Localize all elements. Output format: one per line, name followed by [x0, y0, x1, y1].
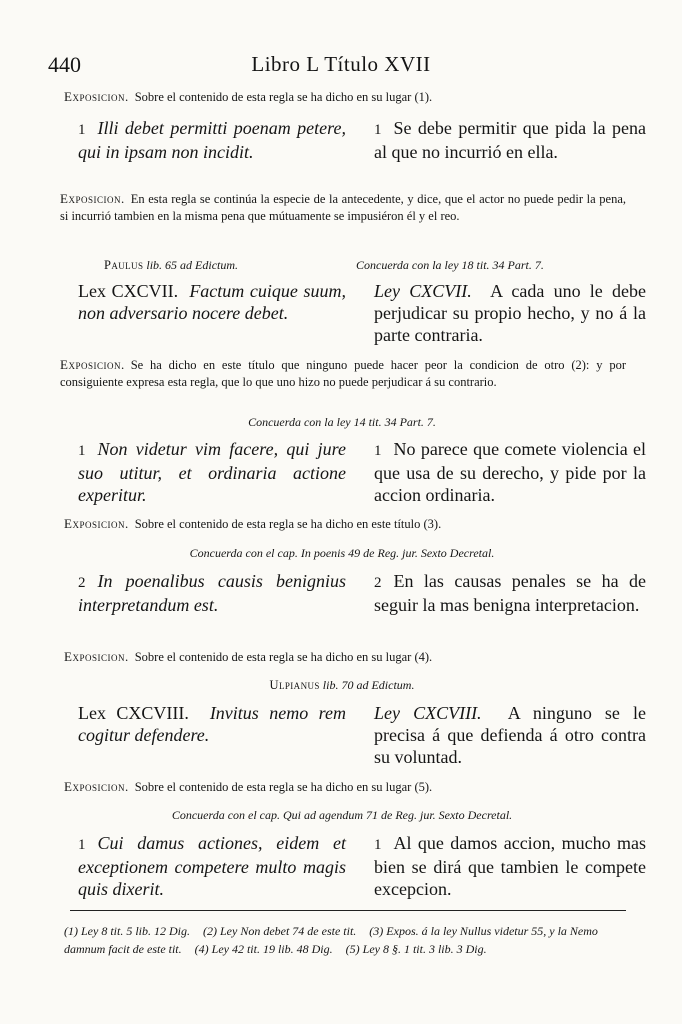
- source-citation: Ulpianus lib. 70 ad Edictum.: [269, 678, 415, 692]
- exposicion-3: [60, 356, 626, 391]
- spanish-text: 1 Se debe permitir que pida la pena al que no incurrió en ella.: [374, 118, 646, 162]
- latin-text: Lex CXCVII. Factum cuique suum, non adversario nocere debet.: [78, 281, 346, 323]
- exposicion-label: Exposicion.: [64, 779, 129, 794]
- exposicion-text: Sobre el contenido de esta regla se ha dicho en este título (3).: [134, 517, 442, 531]
- footnote: (1) Ley 8 tit. 5 lib. 12 Dig.: [64, 924, 190, 938]
- footnote: (5) Ley 8 §. 1 tit. 3 lib. 3 Dig.: [345, 942, 487, 956]
- concordance-citation: Concuerda con la ley 14 tit. 34 Part. 7.: [248, 415, 436, 429]
- footnote-divider: [70, 910, 626, 911]
- exposicion-text: Se ha dicho en este título que ninguno puede hacer peor la condicion de otro (2): y por consiguiente expresa esta regla, que lo que uno hizo no puede perjudicar á su contrario.: [60, 358, 626, 389]
- spanish-text: 1 Al que damos accion, mucho mas bien se dirá que tambien le compete excepcion.: [374, 833, 646, 899]
- concordance-citation: Concuerda con el cap. Qui ad agendum 71 de Reg. jur. Sexto Decretal.: [171, 808, 513, 822]
- exposicion-text: En esta regla se continúa la especie de la antecedente, y dice, que el actor no puede pedir la pena, si incurrió tambien en la misma pena que mútuamente se impusiéron él y el reo.: [60, 192, 626, 223]
- source-citation: Paulus lib. 65 ad Edictum.: [104, 258, 239, 272]
- concordance-citation: Concuerda con el cap. In poenis 49 de Reg. jur. Sexto Decretal.: [189, 546, 495, 560]
- latin-text: 2 In poenalibus causis benignius interpretandum est.: [78, 571, 346, 615]
- exposicion-text: Sobre el contenido de esta regla se ha dicho en su lugar (4).: [134, 650, 433, 664]
- latin-text: 1 Non videtur vim facere, qui jure suo utitur, et ordinaria actione experitur.: [78, 439, 346, 505]
- spanish-text: 1 No parece que comete violencia el que usa de su derecho, y pide por la accion ordinaria.: [374, 439, 646, 505]
- spanish-text: 2 En las causas penales se ha de seguir la mas benigna interpretacion.: [374, 571, 646, 615]
- spanish-text: Ley CXCVII. A cada uno le debe perjudicar su propio hecho, y no á la parte contraria.: [374, 281, 646, 345]
- concordance-citation: Concuerda con la ley 18 tit. 34 Part. 7.: [356, 258, 544, 272]
- exposicion-label: Exposicion.: [60, 191, 125, 206]
- exposicion-text: Sobre el contenido de esta regla se ha dicho en su lugar (1).: [134, 90, 433, 104]
- page-number: 440: [48, 52, 81, 77]
- exposicion-text: Sobre el contenido de esta regla se ha dicho en su lugar (5).: [134, 780, 433, 794]
- footnotes: [64, 922, 632, 958]
- exposicion-label: Exposicion.: [64, 89, 129, 104]
- exposicion-label: Exposicion.: [64, 649, 129, 664]
- exposicion-2: [60, 190, 626, 225]
- latin-text: Lex CXCVIII. Invitus nemo rem cogitur defendere.: [78, 703, 346, 745]
- running-header: [0, 50, 682, 82]
- footnote: (3) Expos. á la ley Nullus videtur 55, y la Nemo damnum facit de este tit.: [64, 924, 598, 956]
- footnote: (4) Ley 42 tit. 19 lib. 48 Dig.: [194, 942, 333, 956]
- exposicion-4: [64, 515, 624, 533]
- page-title: Libro L Título XVII: [251, 52, 431, 76]
- exposicion-6: [64, 778, 624, 796]
- latin-text: 1 Cui damus actiones, eidem et exceptionem competere multo magis quis dixerit.: [78, 833, 346, 899]
- latin-text: 1 Illi debet permitti poenam petere, qui in ipsam non incidit.: [78, 118, 346, 162]
- exposicion-label: Exposicion.: [60, 357, 125, 372]
- spanish-text: Ley CXCVIII. A ninguno se le precisa á que defienda á otro contra su voluntad.: [374, 703, 646, 767]
- exposicion-1: [64, 88, 624, 106]
- footnote: (2) Ley Non debet 74 de este tit.: [203, 924, 357, 938]
- exposicion-label: Exposicion.: [64, 516, 129, 531]
- exposicion-5: [64, 648, 624, 666]
